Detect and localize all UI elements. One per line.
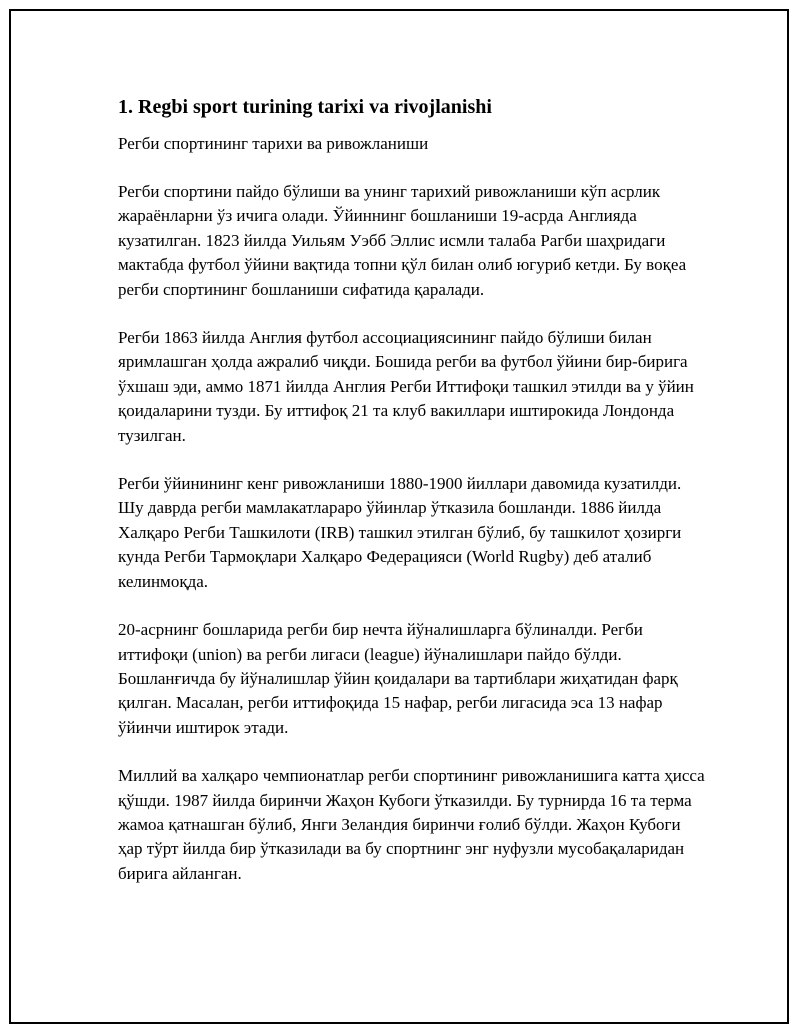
paragraph-2: Регби 1863 йилда Англия футбол ассоциациясининг пайдо бўлиши билан яримлашган ҳолда ажралиб чиқди. Бошида регби ва футбол ўйини бир-бирига ўхшаш эди, аммо 1871 йилда Англия Регби Иттифоқи ташкил этилди ва у ўйин қоидаларини тузди. Бу иттифоқ 21 та клуб вакиллари иштирокида Лондонда тузилган. — [118, 328, 694, 445]
paragraph-4: 20-асрнинг бошларида регби бир нечта йўналишларга бўлиналди. Регби иттифоқи (union) ва регби лигаси (league) йўналишлари пайдо бўлди. Бошланғичда бу йўналишлар ўйин қоидалари ва тартиблари жиҳатидан фарқ қилган. Масалан, регби иттифоқида 15 нафар, регби лигасида эса 13 нафар ўйинчи иштирок этади. — [118, 620, 678, 737]
document-subtitle: Регби спортининг тарихи ва ривожланиши — [118, 134, 429, 153]
paragraph-1: Регби спортини пайдо бўлиши ва унинг тарихий ривожланиши кўп асрлик жараёнларни ўз ичига олади. Ўйиннинг бошланиши 19-асрда Англияда кузатилган. 1823 йилда Уильям Уэбб Эллис исмли талаба Рагби шаҳридаги мактабда футбол ўйини вақтида топни қўл билан олиб югуриб кетди. Бу воқеа регби спортининг бошланиши сифатида қаралади. — [118, 182, 687, 299]
paragraph-5: Миллий ва халқаро чемпионатлар регби спортининг ривожланишига катта ҳисса қўшди. 1987 йилда биринчи Жаҳон Кубоги ўтказилди. Бу турнирда 16 та терма жамоа қатнашган бўлиб, Янги Зеландия биринчи ғолиб бўлди. Жаҳон Кубоги ҳар тўрт йилда бир ўтказилади ва бу спортнинг энг нуфузли мусобақаларидан бирига айланган. — [118, 766, 705, 883]
document-body — [118, 94, 708, 886]
document-title: 1. Regbi sport turining tarixi va rivojlanishi — [118, 96, 492, 118]
paragraph-3: Регби ўйинининг кенг ривожланиши 1880-1900 йиллари давомида кузатилди. Шу даврда регби мамлакатлараро ўйинлар ўтказила бошланди. 1886 йилда Халқаро Регби Ташкилоти (IRB) ташкил этилган бўлиб, бу ташкилот ҳозирги кунда Регби Тармоқлари Халқаро Федерацияси (World Rugby) деб аталиб келинмоқда. — [118, 474, 682, 591]
